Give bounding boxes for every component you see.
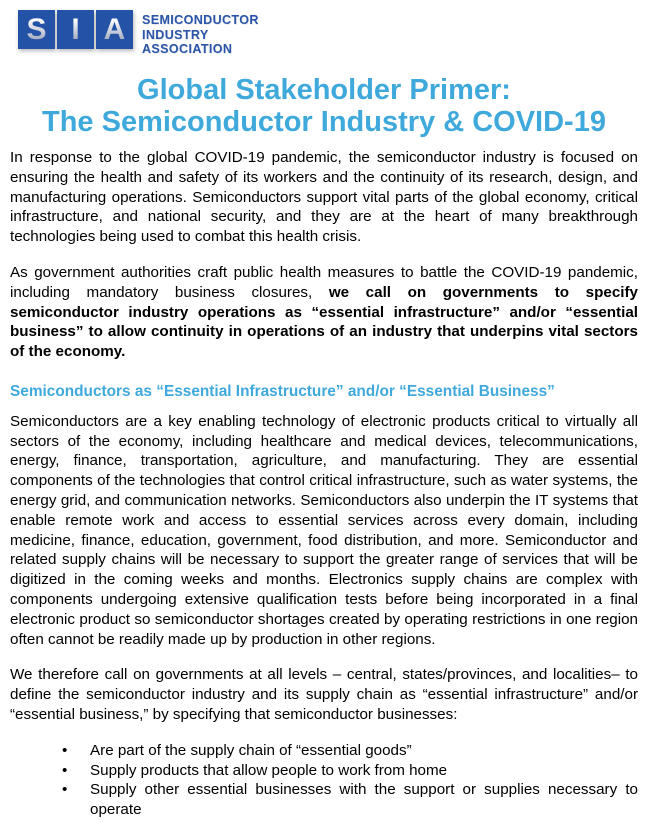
list-item: [62, 780, 638, 820]
bullet-text: Supply other essential businesses with the support or supplies necessary to operate: [90, 781, 638, 819]
logo-letter-s-glyph: S: [26, 12, 47, 46]
page-title: [10, 74, 638, 138]
page-title-line-2: The Semiconductor Industry & COVID-19: [42, 106, 606, 138]
bullet-icon: [62, 761, 90, 781]
page-title-line-1: Global Stakeholder Primer:: [137, 74, 511, 106]
logo-letter-i-glyph: I: [71, 12, 80, 46]
section-heading: Semiconductors as “Essential Infrastructure” and/or “Essential Business”: [10, 382, 555, 400]
logo-org-name: [142, 10, 259, 57]
logo-letter-s: [18, 10, 55, 49]
paragraph-call-bold: we call on governments to specify semiconductor industry operations as “essential infrastructure” and/or “essential business” to allow continuity in operations of an industry that underpins vital sectors of the economy.: [10, 283, 638, 361]
logo-org-line-2: INDUSTRY: [142, 27, 209, 42]
paragraph-intro: In response to the global COVID-19 pandemic, the semiconductor industry is focused on ensuring the health and safety of its workers and the continuity of its research, design, and manufacturing operations. Semiconductors support vital parts of the global economy, critical infrastructure, and national security, and they are at the heart of many breakthrough technologies being used to combat this health crisis.: [10, 149, 638, 246]
logo-letter-a-glyph: A: [103, 12, 126, 46]
logo-letter-i: [57, 10, 94, 49]
bullet-text: Are part of the supply chain of “essential goods”: [90, 741, 412, 759]
paragraph-call-normal: As government authorities craft public health measures to battle the COVID-19 pandemic, including mandatory business closures,: [10, 263, 638, 301]
list-item: [62, 741, 638, 761]
sia-logo: [18, 10, 133, 49]
paragraph-essential-technology: Semiconductors are a key enabling technology of electronic products critical to virtually all sectors of the economy, including healthcare and medical devices, telecommunications, energy, finance, transportation, agriculture, and manufacturing. They are essential components of the technologies that control critical infrastructure, such as water systems, the energy grid, and communication networks. Semiconductors also underpin the IT systems that enable remote work and access to essential services across every domain, including medicine, finance, education, government, food distribution, and more. Semiconductor and related supply chains will be necessary to support the greater range of services that will be digitized in the coming weeks and months. Electronics supply chains are complex with components undergoing extensive qualification tests before being incorporated in a final electronic product so semiconductor shortages created by operating restrictions in one region often cannot be readily made up by production in other regions.: [10, 412, 638, 648]
paragraph-call-to-governments: [10, 263, 638, 362]
bullet-text: Supply products that allow people to work from home: [90, 761, 448, 779]
logo-org-line-3: ASSOCIATION: [142, 42, 233, 56]
logo-letter-a: [96, 10, 133, 49]
header: [18, 10, 638, 56]
paragraph-define-essential: We therefore call on governments at all levels – central, states/provinces, and localities– to define the semiconductor industry and its supply chain as “essential infrastructure” and/or “essential business,” by specifying that semiconductor businesses:: [10, 666, 638, 723]
bullet-icon: [62, 741, 90, 761]
document-body: [10, 148, 638, 820]
bullet-icon: [62, 780, 90, 820]
logo-org-line-1: SEMICONDUCTOR: [142, 13, 259, 27]
list-item: [62, 761, 638, 781]
bullet-list: [10, 741, 638, 820]
